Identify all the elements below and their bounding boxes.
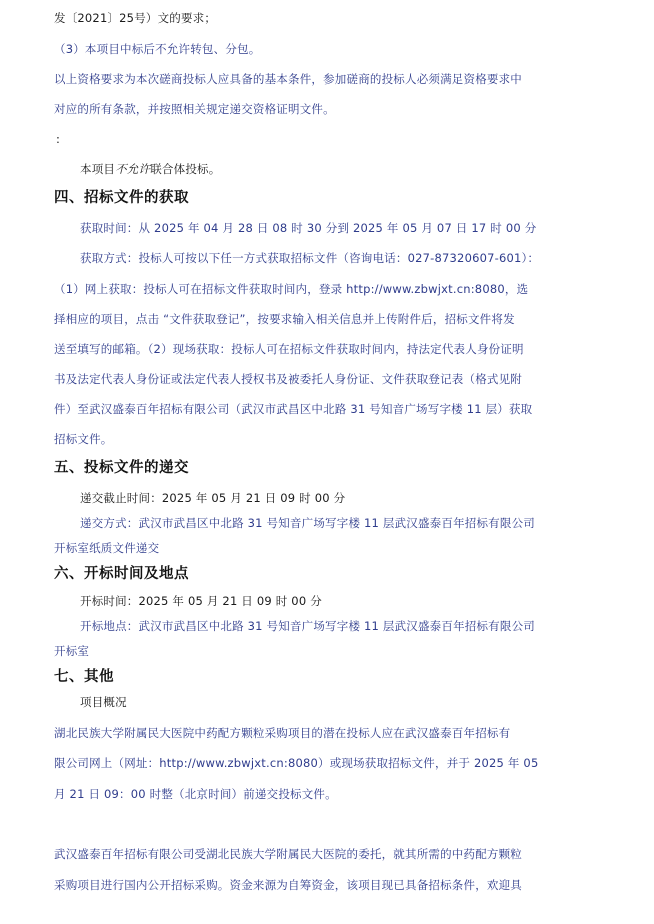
text-line: 武汉盛泰百年招标有限公司受湖北民族大学附属民大医院的委托，就其所需的中药配方颗粒 [54, 847, 522, 861]
text-line: （1）网上获取：投标人可在招标文件获取时间内，登录 http://www.zbwjxt.cn:8080，选 [54, 282, 529, 296]
text-line: : [56, 132, 61, 146]
text-span: 联合体投标。 [150, 162, 221, 176]
text-line: 湖北民族大学附属民大医院中药配方颗粒采购项目的潜在投标人应在武汉盛泰百年招标有 [54, 726, 511, 740]
text-line: 采购项目进行国内公开招标采购。资金来源为自筹资金，该项目现已具备招标条件，欢迎具 [54, 878, 522, 892]
text-line: 开标室纸质文件递交 [54, 541, 160, 555]
text-line: 月 21 日 09：00 时整（北京时间）前递交投标文件。 [54, 787, 337, 801]
text-line: 递交截止时间：2025 年 05 月 21 日 09 时 00 分 [80, 491, 346, 505]
text-line: 书及法定代表人身份证或法定代表人授权书及被委托人身份证、文件获取登记表（格式见附 [54, 372, 522, 386]
text-line: 以上资格要求为本次磋商投标人应具备的基本条件，参加磋商的投标人必须满足资格要求中 [54, 72, 522, 86]
section-heading: 六、开标时间及地点 [54, 566, 189, 582]
text-line: 对应的所有条款，并按照相关规定递交资格证明文件。 [54, 102, 335, 116]
section-heading: 七、其他 [54, 669, 114, 685]
text-line: 招标文件。 [54, 432, 113, 446]
section-heading: 五、投标文件的递交 [54, 460, 189, 476]
text-line: 送至填写的邮箱。（2）现场获取：投标人可在招标文件获取时间内，持法定代表人身份证明 [54, 342, 524, 356]
text-line: 项目概况 [80, 695, 127, 709]
text-line: （3）本项目中标后不允许转包、分包。 [54, 42, 261, 56]
text-line: 限公司网上（网址：http://www.zbwjxt.cn:8080）或现场获取招标文件，并于 2025 年 05 [54, 756, 539, 770]
text-line: 递交方式：武汉市武昌区中北路 31 号知音广场写字楼 11 层武汉盛泰百年招标有限公司 [80, 516, 535, 530]
text-line: 获取时间：从 2025 年 04 月 28 日 08 时 30 分到 2025 年 05 月 07 日 17 时 00 分 [80, 221, 537, 235]
text-line: 开标室 [54, 644, 90, 658]
emphasis-text: 不允许 [115, 162, 151, 176]
text-line: 择相应的项目，点击 “文件获取登记”，按要求输入相关信息并上传附件后，招标文件将发 [54, 312, 515, 326]
text-line: 开标地点：武汉市武昌区中北路 31 号知音广场写字楼 11 层武汉盛泰百年招标有限公司 [80, 619, 535, 633]
section-heading: 四、招标文件的获取 [54, 190, 189, 206]
text-line: 获取方式：投标人可按以下任一方式获取招标文件（咨询电话：027-87320607-601）： [80, 251, 540, 265]
text-line: 件）至武汉盛泰百年招标有限公司（武汉市武昌区中北路 31 号知音广场写字楼 11 层）获取 [54, 402, 533, 416]
text-line: 开标时间：2025 年 05 月 21 日 09 时 00 分 [80, 594, 322, 608]
text-span: 本项目 [80, 162, 116, 176]
text-line [80, 161, 594, 177]
text-line: 发〔2021〕25号）文的要求； [54, 11, 217, 25]
